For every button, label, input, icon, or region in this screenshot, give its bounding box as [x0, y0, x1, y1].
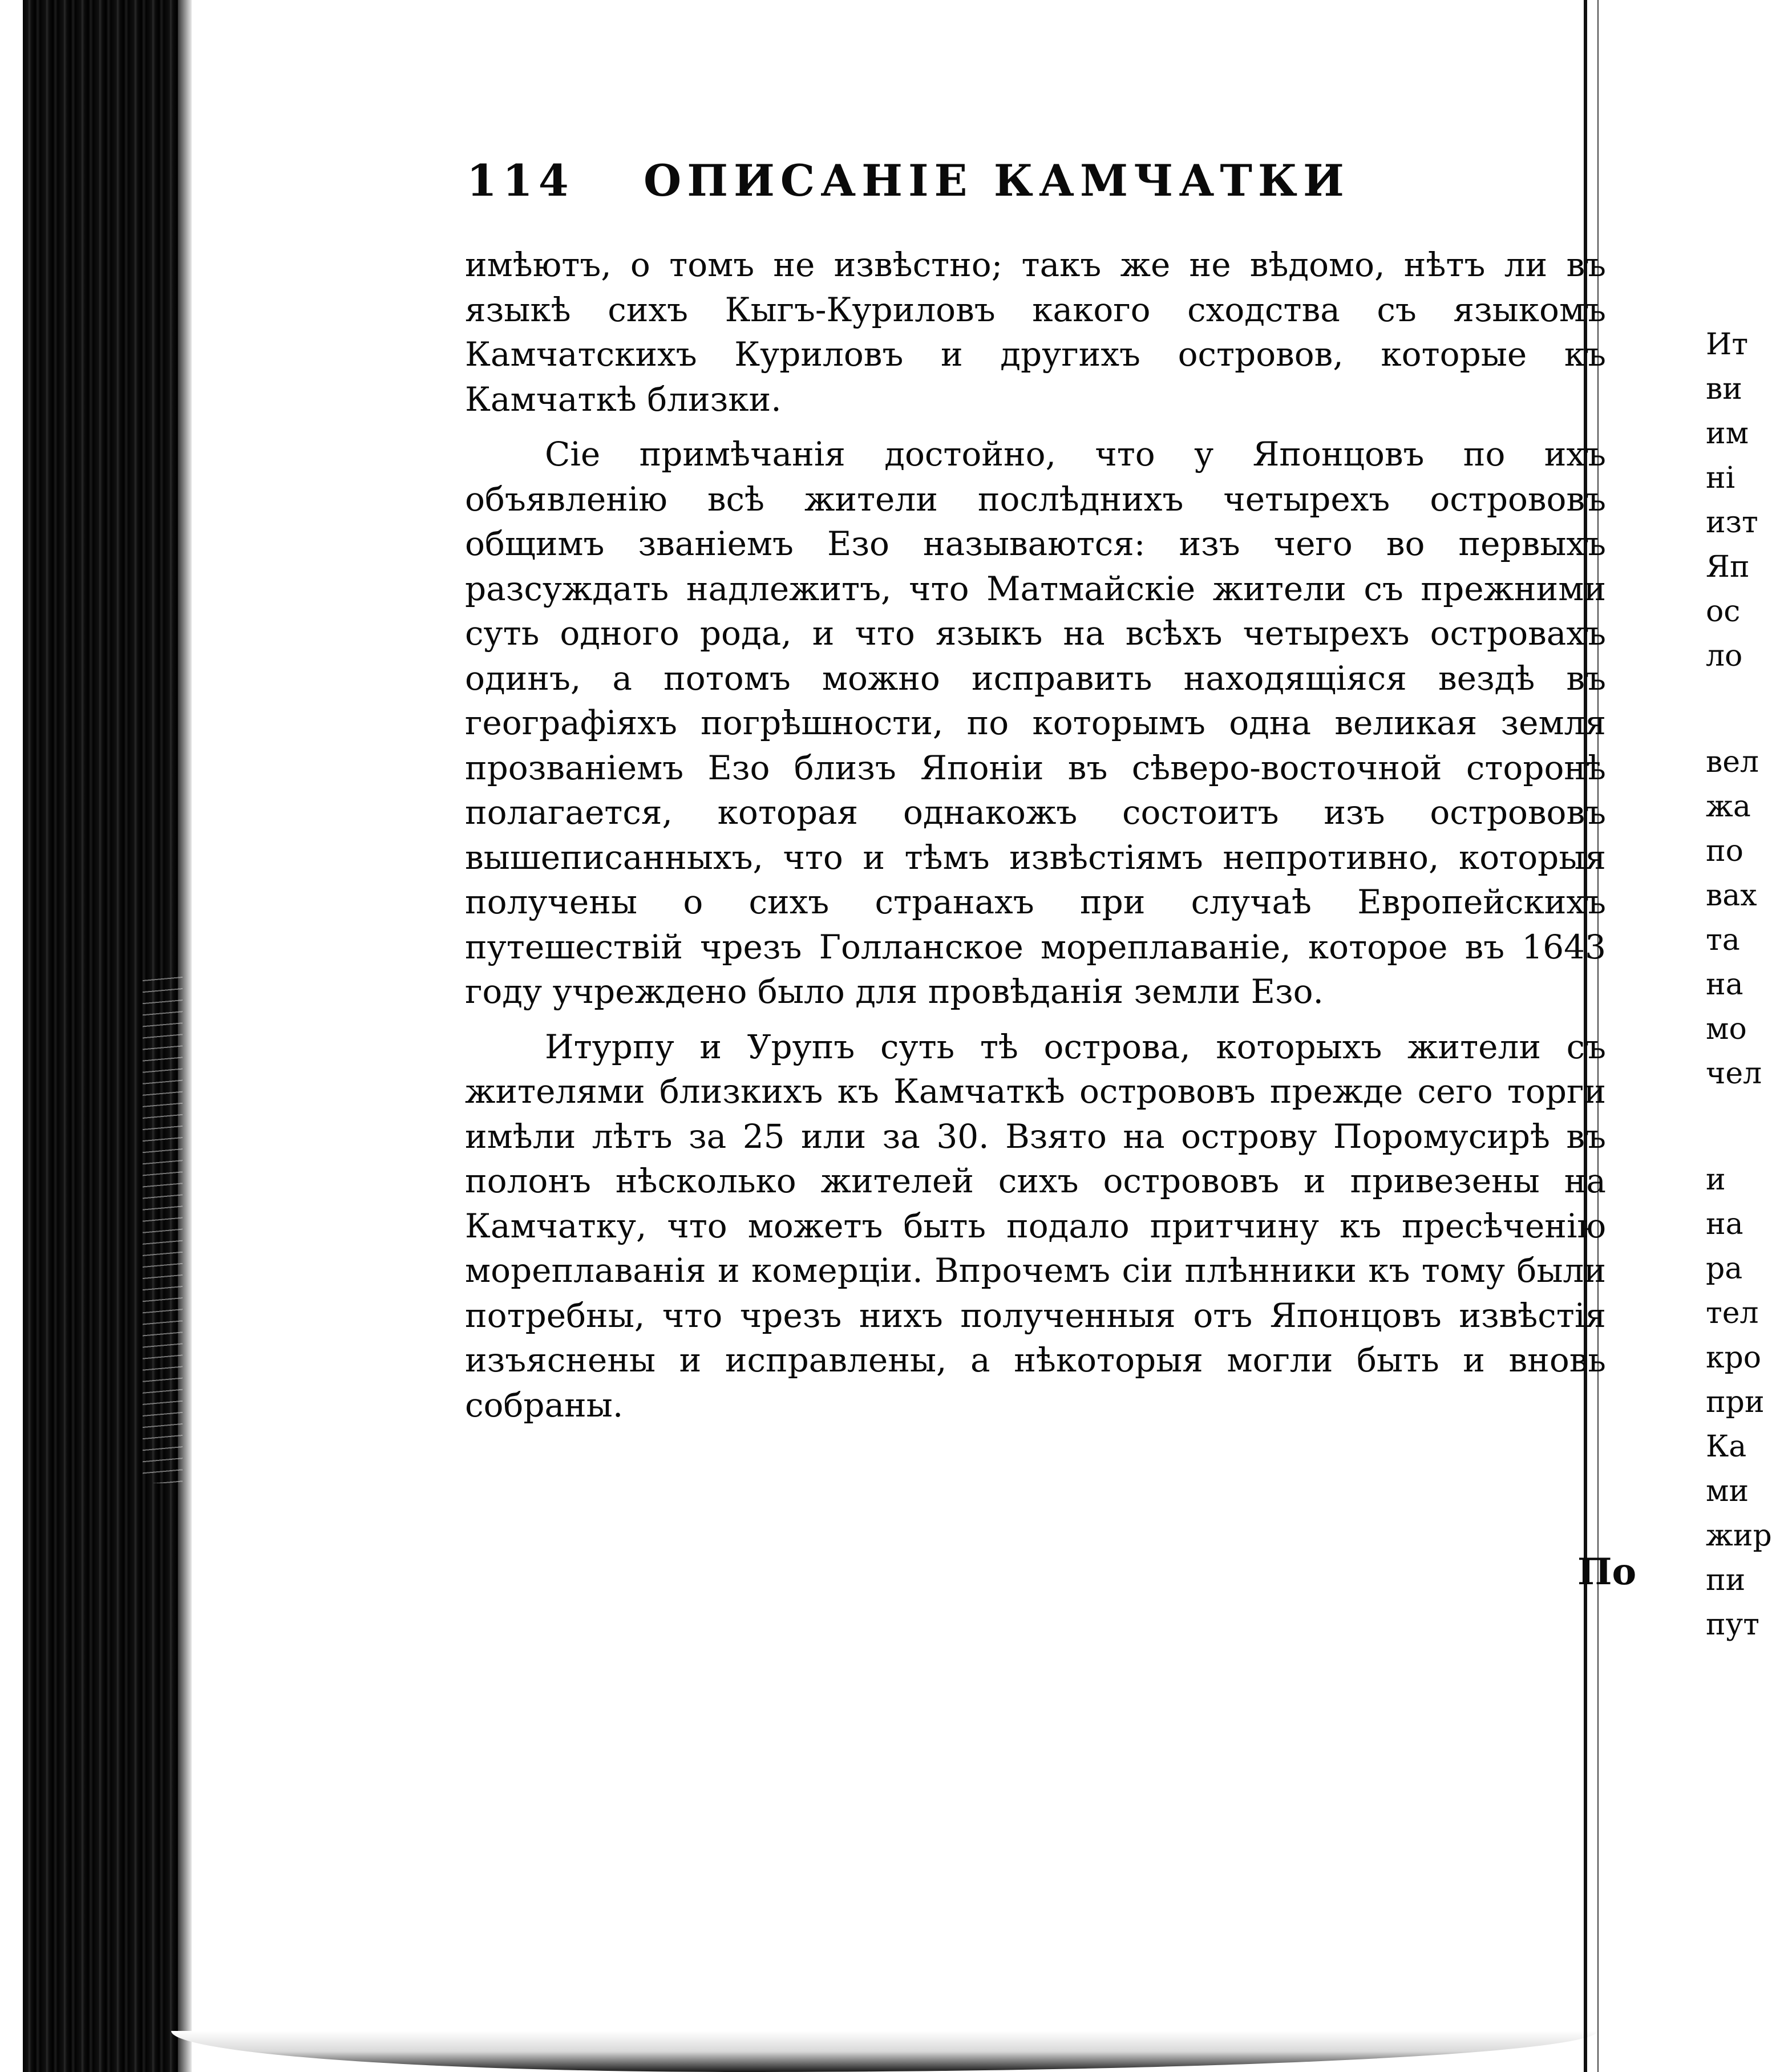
facing-line-fragment: [1706, 678, 1750, 740]
facing-line-fragment: ми: [1706, 1474, 1749, 1508]
paragraph-3: Итурпу и Урупъ суть тѣ острова, которыхъ жители съ жителями близкихъ къ Камчаткѣ острововъ прежде сего торги имѣли лѣтъ за 25 или за 30. Взято на острову Поромусирѣ въ полонъ нѣсколько жителей сихъ острововъ и привезены на Камчатку, что можетъ быть подало притчину къ пресѣченію мореплаванія и комерціи. Впрочемъ сіи плѣнники къ тому были потребны, что чрезъ нихъ полученныя отъ Японцовъ извѣстія изъяснены и исправлены, а нѣкоторыя могли быть и вновь собраны.: [465, 1027, 1606, 1424]
facing-line-fragment: та: [1706, 923, 1740, 957]
left-page: [188, 0, 1637, 2072]
facing-line-fragment: мо: [1706, 1012, 1747, 1046]
facing-line-fragment: ло: [1706, 639, 1743, 673]
facing-line-fragment: пут: [1706, 1608, 1760, 1642]
facing-line-fragment: вах: [1706, 879, 1757, 913]
facing-line-fragment: Яп: [1706, 550, 1750, 584]
facing-line-fragment: ра: [1706, 1252, 1743, 1286]
facing-line-fragment: изт: [1706, 505, 1758, 540]
facing-line-fragment: ви: [1706, 372, 1742, 406]
facing-line-fragment: Ка: [1706, 1430, 1747, 1464]
body-text: [465, 242, 1606, 1427]
facing-line-fragment: Ит: [1706, 327, 1749, 362]
facing-line-fragment: жа: [1706, 790, 1751, 824]
facing-line-fragment: чел: [1706, 1057, 1762, 1091]
facing-line-fragment: при: [1706, 1385, 1765, 1419]
facing-line-fragment: пи: [1706, 1563, 1746, 1597]
running-title: ОПИСАНІЕ КАМЧАТКИ: [644, 155, 1350, 206]
facing-line-fragment: на: [1706, 1207, 1743, 1241]
catchword: По: [1577, 1551, 1637, 1593]
facing-line-fragment: жир: [1706, 1519, 1772, 1553]
facing-line-fragment: на: [1706, 968, 1743, 1002]
facing-line-fragment: и: [1706, 1163, 1726, 1197]
facing-line-fragment: им: [1706, 416, 1749, 451]
facing-line-fragment: кро: [1706, 1341, 1762, 1375]
facing-line-fragment: по: [1706, 834, 1743, 868]
facing-line-fragment: [1706, 1096, 1750, 1158]
facing-line-fragment: тел: [1706, 1296, 1759, 1330]
paragraph-2: Сіе примѣчанія достойно, что у Японцовъ по ихъ объявленію всѣ жители послѣднихъ четырехъ острововъ общимъ званіемъ Езо называются: изъ чего во первыхъ разсуждать надлежитъ, что Матмайскіе жители съ прежними суть одного рода, и что языкъ на всѣхъ четырехъ островахъ одинъ, а потомъ можно исправить находящіяся вездѣ въ географіяхъ погрѣшности, по которымъ одна великая земля прозваніемъ Езо близъ Японіи въ сѣверо-восточной сторонѣ полагается, которая однакожъ состоитъ изъ острововъ вышеписанныхъ, что и тѣмъ извѣстіямъ непротивно, которыя получены о сихъ странахъ при случаѣ Европейскихъ путешествій чрезъ Голланское мореплаваніе, которое въ 1643 году учреждено было для провѣданія земли Езо.: [465, 435, 1606, 1011]
page-header: [467, 155, 1494, 206]
facing-line-fragment: вел: [1706, 745, 1759, 779]
page-number: 114: [467, 155, 575, 206]
facing-page-fragment: [1706, 322, 1772, 1647]
paragraph-1: имѣютъ, о томъ не извѣстно; такъ же не вѣдомо, нѣтъ ли въ языкѣ сихъ Кыгъ-Куриловъ какого сходства съ языкомъ Камчатскихъ Куриловъ и другихъ островов, которые къ Камчаткѣ близки.: [465, 245, 1606, 419]
binding-threads: [143, 970, 183, 1483]
facing-line-fragment: ні: [1706, 461, 1735, 495]
facing-line-fragment: ос: [1706, 594, 1741, 629]
